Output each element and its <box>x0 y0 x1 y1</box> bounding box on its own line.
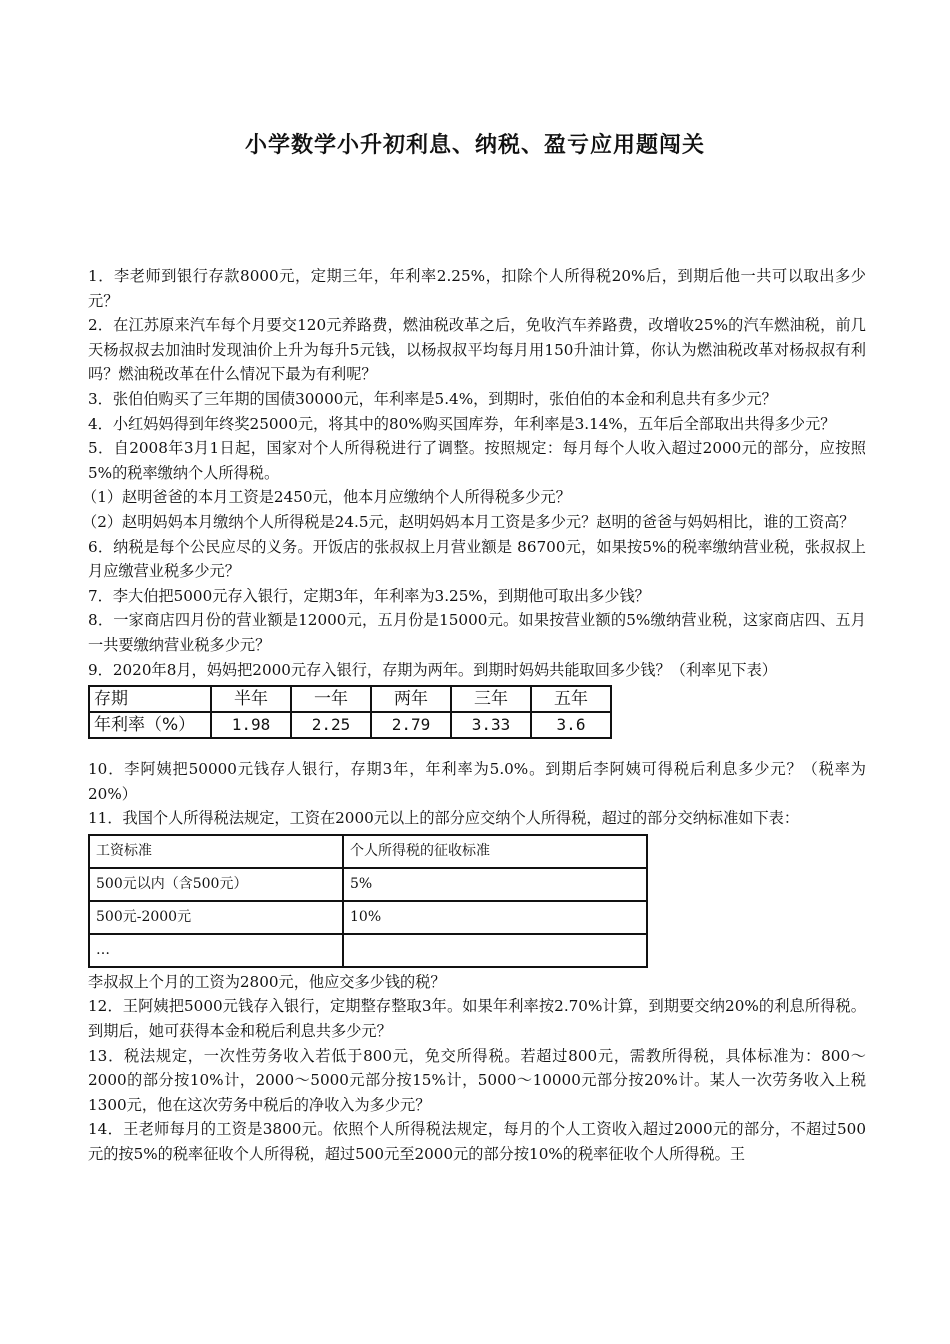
rate-table-cell: 半年 <box>211 686 291 712</box>
tax-table-row <box>89 868 647 901</box>
tax-table-header-row <box>89 835 647 868</box>
problem-2: 2．在江苏原来汽车每个月要交120元养路费，燃油税改革之后，免收汽车养路费，改增收25%的汽车燃油税，前几天杨叔叔去加油时发现油价上升为每升5元钱，以杨叔叔平均每月用150升油计算，你认为燃油税改革对杨叔叔有利吗？燃油税改革在什么情况下最为有利呢？ <box>88 316 866 384</box>
rate-table-cell: 3.6 <box>531 712 611 738</box>
problem-list <box>82 264 866 1167</box>
problem-5-part-2: （2）赵明妈妈本月缴纳个人所得税是24.5元，赵明妈妈本月工资是多少元？赵明的爸爸与妈妈相比，谁的工资高？ <box>82 512 855 531</box>
problem-10: 10．李阿姨把50000元钱存人银行，存期3年，年利率为5.0%。到期后李阿姨可得税后利息多少元？（税率为20%） <box>88 760 866 803</box>
tax-table-cell: 500元-2000元 <box>89 901 343 934</box>
problem-5: 5．自2008年3月1日起，国家对个人所得税进行了调整。按照规定：每月每个人收入超过2000元的部分，应按照5%的税率缴纳个人所得税。 <box>88 439 866 482</box>
rate-table-cell: 3.33 <box>451 712 531 738</box>
rate-table-value-row <box>89 712 611 738</box>
tax-table-cell: 500元以内（含500元） <box>89 868 343 901</box>
rate-table-cell: 一年 <box>291 686 371 712</box>
tax-table-cell: … <box>89 934 343 967</box>
tax-table-cell <box>343 934 647 967</box>
page-title: 小学数学小升初利息、纳税、盈亏应用题闯关 <box>244 133 705 158</box>
problem-5-part-1: （1）赵明爸爸的本月工资是2450元，他本月应缴纳个人所得税多少元？ <box>82 488 571 507</box>
problem-3: 3．张伯伯购买了三年期的国债30000元，年利率是5.4%，到期时，张伯伯的本金和利息共有多少元？ <box>88 389 777 408</box>
interest-rate-table <box>88 685 612 739</box>
rate-table-cell: 五年 <box>531 686 611 712</box>
tax-table-cell: 10% <box>343 901 647 934</box>
tax-table-row <box>89 934 647 967</box>
tax-table-cell: 工资标准 <box>89 835 343 868</box>
rate-table-cell: 存期 <box>89 686 211 712</box>
rate-table-cell: 1.98 <box>211 712 291 738</box>
problem-7: 7．李大伯把5000元存入银行，定期3年，年利率为3.25%，到期他可取出多少钱？ <box>88 586 650 605</box>
problem-13: 13．税法规定，一次性劳务收入若低于800元，免交所得税。若超过800元，需教所得税，具体标准为：800～2000的部分按10%计，2000～5000元部分按15%计，5000～10000元部分按20%计。某人一次劳务收入上税1300元，他在这次劳务中税后的净收入为多少元？ <box>88 1046 866 1114</box>
problem-11: 11．我国个人所得税法规定，工资在2000元以上的部分应交纳个人所得税，超过的部分交纳标准如下表： <box>88 809 800 828</box>
tax-table-cell: 5% <box>343 868 647 901</box>
rate-table-cell: 年利率（%） <box>89 712 211 738</box>
problem-12: 12．王阿姨把5000元钱存入银行，定期整存整取3年。如果年利率按2.70%计算，到期要交纳20%的利息所得税。到期后，她可获得本金和税后利息共多少元？ <box>88 997 866 1041</box>
tax-table-row <box>89 901 647 934</box>
problem-1: 1．李老师到银行存款8000元，定期三年，年利率2.25%，扣除个人所得税20%后，到期后他一共可以取出多少元？ <box>88 267 866 310</box>
problem-11-question: 李叔叔上个月的工资为2800元，他应交多少钱的税？ <box>88 972 446 991</box>
rate-table-cell: 三年 <box>451 686 531 712</box>
rate-table-cell: 两年 <box>371 686 451 712</box>
problem-9: 9．2020年8月，妈妈把2000元存入银行，存期为两年。到期时妈妈共能取回多少钱？（利率见下表） <box>88 660 777 679</box>
tax-table-cell: 个人所得税的征收标准 <box>343 835 647 868</box>
rate-table-cell: 2.79 <box>371 712 451 738</box>
problem-14: 14．王老师每月的工资是3800元。依照个人所得税法规定，每月的个人工资收入超过2000元的部分，不超过500元的按5%的税率征收个人所得税，超过500元至2000元的部分按10%的税率征收个人所得税。王 <box>88 1120 866 1164</box>
problem-6: 6．纳税是每个公民应尽的义务。开饭店的张叔叔上月营业额是 86700元，如果按5%的税率缴纳营业税，张叔叔上月应缴营业税多少元？ <box>88 537 866 581</box>
problem-8: 8．一家商店四月份的营业额是12000元，五月份是15000元。如果按营业额的5%缴纳营业税，这家商店四、五月一共要缴纳营业税多少元？ <box>88 611 866 654</box>
rate-table-cell: 2.25 <box>291 712 371 738</box>
income-tax-table <box>88 834 648 968</box>
problem-4: 4．小红妈妈得到年终奖25000元，将其中的80%购买国库券，年利率是3.14%，五年后全部取出共得多少元？ <box>88 414 836 433</box>
rate-table-header-row <box>89 686 611 712</box>
